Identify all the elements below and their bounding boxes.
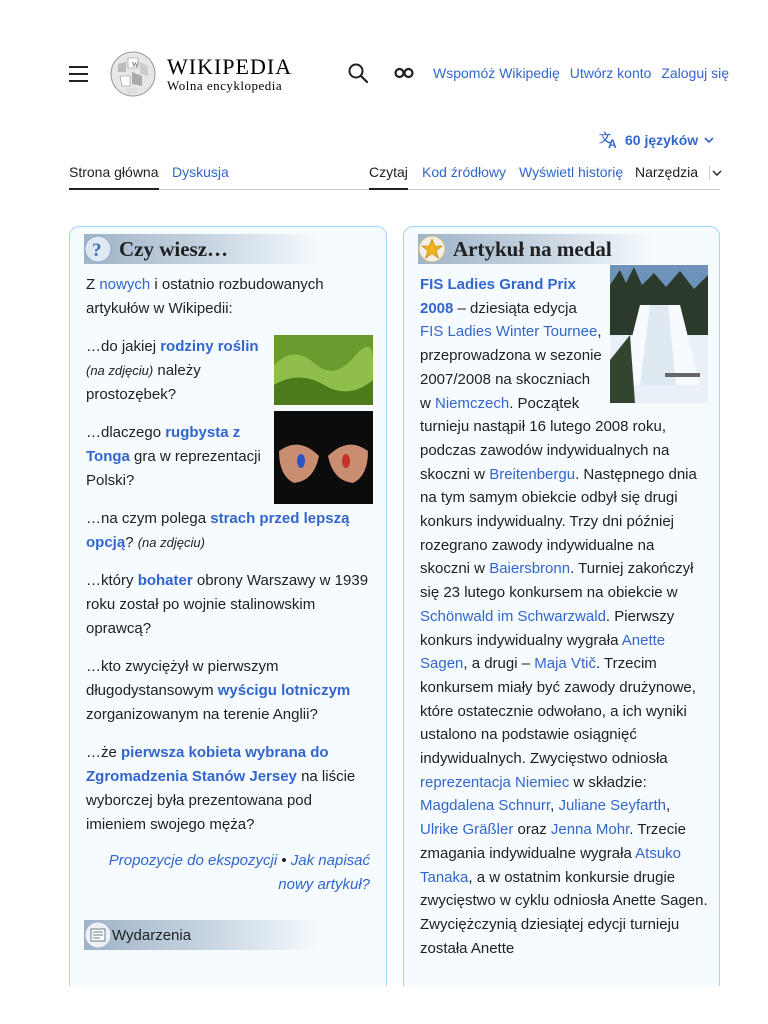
item-text: …kto zwyciężył w pierwszym długodystansowym: [86, 658, 279, 699]
language-count: 60 języków: [625, 132, 699, 148]
site-header: [0, 0, 768, 120]
chevron-down-icon: [710, 166, 722, 180]
translate-icon: [599, 131, 619, 149]
did-you-know-intro: [86, 273, 372, 321]
item-text: …który: [86, 572, 138, 589]
text: , przeprowadzona w sezonie 2007/2008 na skoczniach w: [420, 323, 602, 412]
item-text: na liście wyborczej była prezentowana pod imieniem swojego męża?: [86, 768, 356, 833]
item-text: …dlaczego: [86, 424, 166, 441]
plant-family-link[interactable]: rodziny roślin: [160, 338, 259, 355]
list-item: [86, 507, 371, 555]
germany-link[interactable]: Niemczech: [435, 394, 510, 412]
tab-view-source[interactable]: Kod źródłowy: [422, 164, 507, 180]
item-text: …do jakiej: [86, 338, 161, 355]
tab-read[interactable]: Czytaj: [369, 164, 408, 190]
wordmark-title: WIKIPEDIA: [167, 54, 293, 79]
item-text: …na czym polega: [86, 510, 211, 527]
did-you-know-footer: [86, 849, 370, 897]
hands-pills-photo[interactable]: [274, 411, 373, 504]
newspaper-icon: [84, 921, 112, 949]
ulrike-grassler-link[interactable]: Ulrike Gräßler: [420, 821, 514, 839]
fis-ladies-winter-tournee-link[interactable]: FIS Ladies Winter Tournee: [420, 323, 598, 341]
wikipedia-globe-logo[interactable]: [108, 50, 158, 98]
jenna-mohr-link[interactable]: Jenna Mohr: [550, 821, 630, 839]
plant-illustration: [274, 335, 373, 405]
text: . Pierwszy konkurs indywidualny wygrała: [420, 607, 675, 649]
photo-note: (na zdjęciu): [137, 535, 205, 550]
list-item: [86, 655, 371, 727]
donate-link[interactable]: Wspomóż Wikipedię: [433, 65, 560, 81]
featured-article-text: [420, 273, 708, 960]
item-text: zorganizowanym na terenie Anglii?: [86, 706, 318, 723]
tab-history[interactable]: Wyświetl historię: [519, 164, 624, 180]
photo-note: (na zdjęciu): [86, 363, 154, 378]
better-option-fear-link[interactable]: strach przed lepszą opcją: [86, 510, 350, 551]
jersey-woman-link[interactable]: pierwsza kobieta wybrana do Zgromadzenia Stanów Jersey: [86, 744, 329, 785]
question-mark-icon: [84, 235, 112, 263]
featured-article-title: Artykuł na medal: [453, 236, 612, 261]
magdalena-schnurr-link[interactable]: Magdalena Schnurr: [420, 797, 551, 815]
chevron-down-icon: [704, 136, 714, 144]
hero-link[interactable]: bohater: [137, 572, 193, 589]
anette-sagen-link[interactable]: Anette Sagen: [420, 631, 666, 673]
text: ,: [666, 797, 671, 815]
svg-text:W: W: [132, 61, 139, 69]
svg-text:?: ?: [92, 240, 102, 261]
did-you-know-heading: [84, 234, 320, 264]
tab-main-page[interactable]: Strona główna: [69, 164, 159, 190]
list-item: [86, 421, 272, 493]
text: – dziesiąta edycja: [453, 299, 577, 317]
footer-separator: •: [277, 852, 291, 869]
search-icon[interactable]: [347, 62, 369, 84]
featured-article-box: [403, 226, 720, 986]
atsuko-tanaka-link[interactable]: Atsuko Tanaka: [420, 844, 681, 886]
page-tabs: [69, 160, 720, 190]
list-item: [86, 569, 371, 641]
text: , a w ostatnim konkursie drugie zwycięstwo w cyklu odniosła Anette Sagen. Zwyciężczynią dziesiątej edycji turnieju została Anette: [420, 868, 708, 957]
text: . Początek turnieju nastąpił 16 lutego 2008 roku, podczas zawodów indywidualnych na skoczni w: [420, 394, 670, 483]
wordmark-tagline: Wolna encyklopedia: [167, 78, 283, 93]
events-title: Wydarzenia: [112, 926, 192, 944]
juliane-seyfarth-link[interactable]: Juliane Seyfarth: [558, 797, 667, 815]
ski-jump-illustration: [610, 265, 708, 403]
text: , a drugi –: [463, 655, 535, 673]
how-to-write-link[interactable]: Jak napisać nowy artykuł?: [278, 852, 370, 893]
schonwald-link[interactable]: Schönwald im Schwarzwald: [420, 607, 606, 625]
plant-photo[interactable]: [274, 335, 373, 405]
item-text: obrony Warszawy w 1939 roku został po wojnie stalinowskim oprawcą?: [86, 572, 369, 637]
list-item: [86, 741, 371, 837]
intro-text: Z: [86, 276, 100, 293]
text: oraz: [513, 821, 551, 839]
events-heading: [84, 920, 320, 950]
text: . Trzecie zmagania indywidualne wygrała: [420, 821, 686, 862]
create-account-link[interactable]: Utwórz konto: [569, 65, 652, 81]
intro-text-rest: i ostatnio rozbudowanych artykułów w Wikipedii:: [86, 276, 324, 317]
item-text: …że: [86, 744, 122, 761]
ski-jump-photo[interactable]: [610, 265, 708, 403]
svg-text:文: 文: [599, 131, 612, 145]
germany-team-link[interactable]: reprezentacja Niemiec: [420, 773, 570, 791]
list-item: [86, 335, 272, 407]
tonga-rugby-link[interactable]: rugbysta z Tonga: [86, 424, 241, 465]
menu-icon[interactable]: [69, 66, 89, 82]
text: . Trzecim konkursem miały być zawody drużynowe, które ostatecznie odwołano, a ich wyniki ustalono na podstawie osiągnięć indywidualnych. Zwycięstwo odniosła: [420, 655, 696, 768]
item-text: ?: [125, 534, 134, 551]
language-button[interactable]: [599, 131, 720, 149]
tab-talk[interactable]: Dyskusja: [172, 164, 229, 180]
item-text: gra w reprezentacji Polski?: [86, 448, 261, 489]
air-race-link[interactable]: wyścigu lotniczym: [217, 682, 351, 699]
text: . Turniej zakończył się 23 lutego konkursem na obiekcie w: [420, 560, 694, 602]
svg-text:A: A: [608, 137, 617, 149]
maja-vtic-link[interactable]: Maja Vtič: [534, 655, 596, 673]
login-link[interactable]: Zaloguj się: [661, 65, 730, 81]
new-articles-link[interactable]: nowych: [99, 276, 151, 293]
featured-article-heading: [418, 234, 654, 264]
personal-links: [433, 65, 735, 81]
baiersbronn-link[interactable]: Baiersbronn: [489, 560, 571, 578]
item-text: należy prostozębek?: [86, 362, 201, 403]
hands-illustration: [274, 411, 373, 504]
proposals-link[interactable]: Propozycje do ekspozycji: [108, 852, 278, 869]
fis-ladies-gp-link[interactable]: FIS Ladies Grand Prix 2008: [420, 276, 576, 317]
text: w składzie:: [569, 773, 647, 791]
did-you-know-box: [69, 226, 387, 986]
tools-dropdown[interactable]: [709, 166, 721, 180]
watchlist-icon[interactable]: [393, 62, 415, 84]
text: ,: [550, 797, 559, 815]
wikipedia-wordmark[interactable]: [167, 54, 292, 94]
tab-tools[interactable]: Narzędzia: [635, 164, 699, 180]
did-you-know-title: Czy wiesz…: [119, 236, 229, 261]
star-icon: [418, 235, 446, 263]
breitenberg-link[interactable]: Breitenbergu: [489, 465, 576, 483]
text: . Następnego dnia na tym samym obiekcie odbył się drugi konkurs indywidualny. Trzy dni później rozegrano zawody indywidualne na skoczni w: [420, 465, 697, 578]
